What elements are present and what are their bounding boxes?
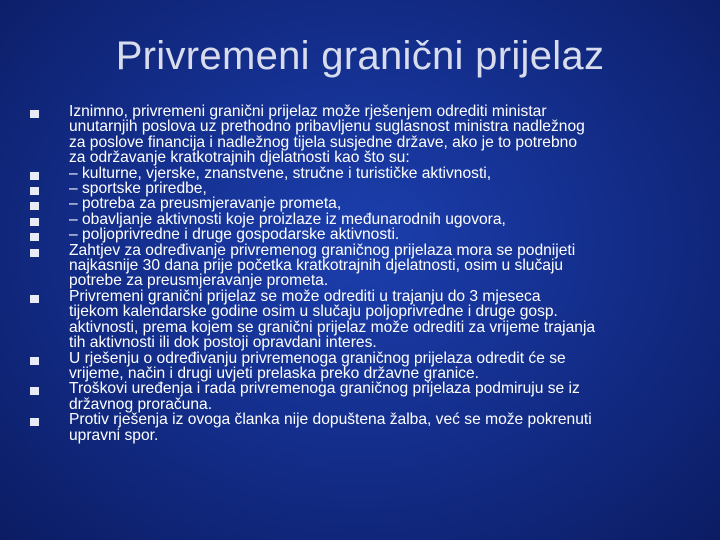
bullet-text: Iznimno, privremeni granični prijelaz može rješenjem odrediti ministar unutarnjih poslova uz prethodno pribavljenu suglasnost ministra nadležnog za poslove financija i nadležnog tijela susjedne države, ako je to potrebno za održavanje kratkotrajnih djelatnosti kao što su: [69,103,585,167]
square-bullet-icon [30,110,39,118]
bullet-item [30,243,696,289]
bullet-item [30,181,696,196]
bullet-text: U rješenju o određivanju privremenoga graničnog prijelaza odredit će se vrijeme, način i drugi uvjeti prelaska preko državne granice. [69,349,566,382]
slide-title: Privremeni granični prijelaz [115,34,605,78]
bullet-item [30,212,696,227]
bullet-text: Privremeni granični prijelaz se može odrediti u trajanju do 3 mjeseca tijekom kalendarske godine osim u slučaju poljoprivredne i druge gosp. aktivnosti, prema kojem se granični prijelaz može odrediti za vrijeme trajanja tih aktivnosti ili dok postoji opravdani interes. [69,287,596,352]
square-bullet-icon [30,295,39,303]
bullet-item [30,227,696,242]
bullet-item [30,381,696,412]
square-bullet-icon [30,172,39,180]
bullet-text: – potreba za preusmjeravanje prometa, [69,195,342,213]
bullet-text: – sportske priredbe, [69,180,207,198]
bullet-text: – kulturne, vjerske, znanstvene, stručne i turističke aktivnosti, [69,164,492,182]
bullet-text: Troškovi uređenja i rada privremenoga graničnog prijelaza podmiruju se iz državnog proračuna. [69,380,580,413]
square-bullet-icon [30,387,39,395]
bullet-text: Zahtjev za određivanje privremenog graničnog prijelaza mora se podnijeti najkasnije 30 dana prije početka kratkotrajnih djelatnosti, osim u slučaju potrebe za preusmjeravanje prometa. [69,241,576,290]
bullet-item [30,351,696,382]
square-bullet-icon [30,357,39,365]
square-bullet-icon [30,233,39,241]
bullet-item [30,196,696,211]
square-bullet-icon [30,218,39,226]
square-bullet-icon [30,202,39,210]
bullet-text: Protiv rješenja iz ovoga članka nije dopuštena žalba, već se može pokrenuti upravni spor. [69,411,592,444]
bullet-text: – obavljanje aktivnosti koje proizlaze iz međunarodnih ugovora, [69,210,506,228]
bullet-item [30,104,696,166]
bullet-item [30,289,696,351]
bullet-item [30,166,696,181]
square-bullet-icon [30,418,39,426]
square-bullet-icon [30,187,39,195]
bullet-text: – poljoprivredne i druge gospodarske aktivnosti. [69,226,400,244]
square-bullet-icon [30,249,39,257]
bullet-list [30,104,696,443]
bullet-item [30,412,696,443]
